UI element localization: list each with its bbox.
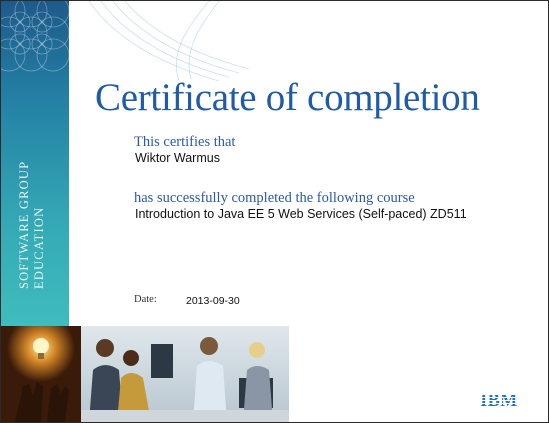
people-photo-strip (1, 326, 289, 422)
completed-label: has successfully completed the following course (134, 190, 415, 206)
ibm-logo-text: IBM (480, 391, 518, 409)
course-name: Introduction to Java EE 5 Web Services (Self-paced) ZD511 (135, 207, 467, 221)
lightbulb-icon (33, 338, 49, 354)
certificate-title: Certificate of completion (95, 76, 480, 119)
sidebar-heading (17, 129, 57, 289)
monitor-1 (151, 344, 173, 378)
sidebar-line-education: EDUCATION (32, 206, 46, 289)
ibm-logo (475, 391, 523, 409)
date-label: Date: (134, 294, 157, 305)
recipient-name: Wiktor Warmus (135, 151, 220, 165)
sidebar-line-software-group: SOFTWARE GROUP (17, 160, 31, 289)
certifies-label: This certifies that (134, 134, 236, 150)
sidebar-band (1, 1, 69, 326)
date-value: 2013-09-30 (186, 295, 240, 307)
decorative-circle-pattern (1, 1, 69, 79)
